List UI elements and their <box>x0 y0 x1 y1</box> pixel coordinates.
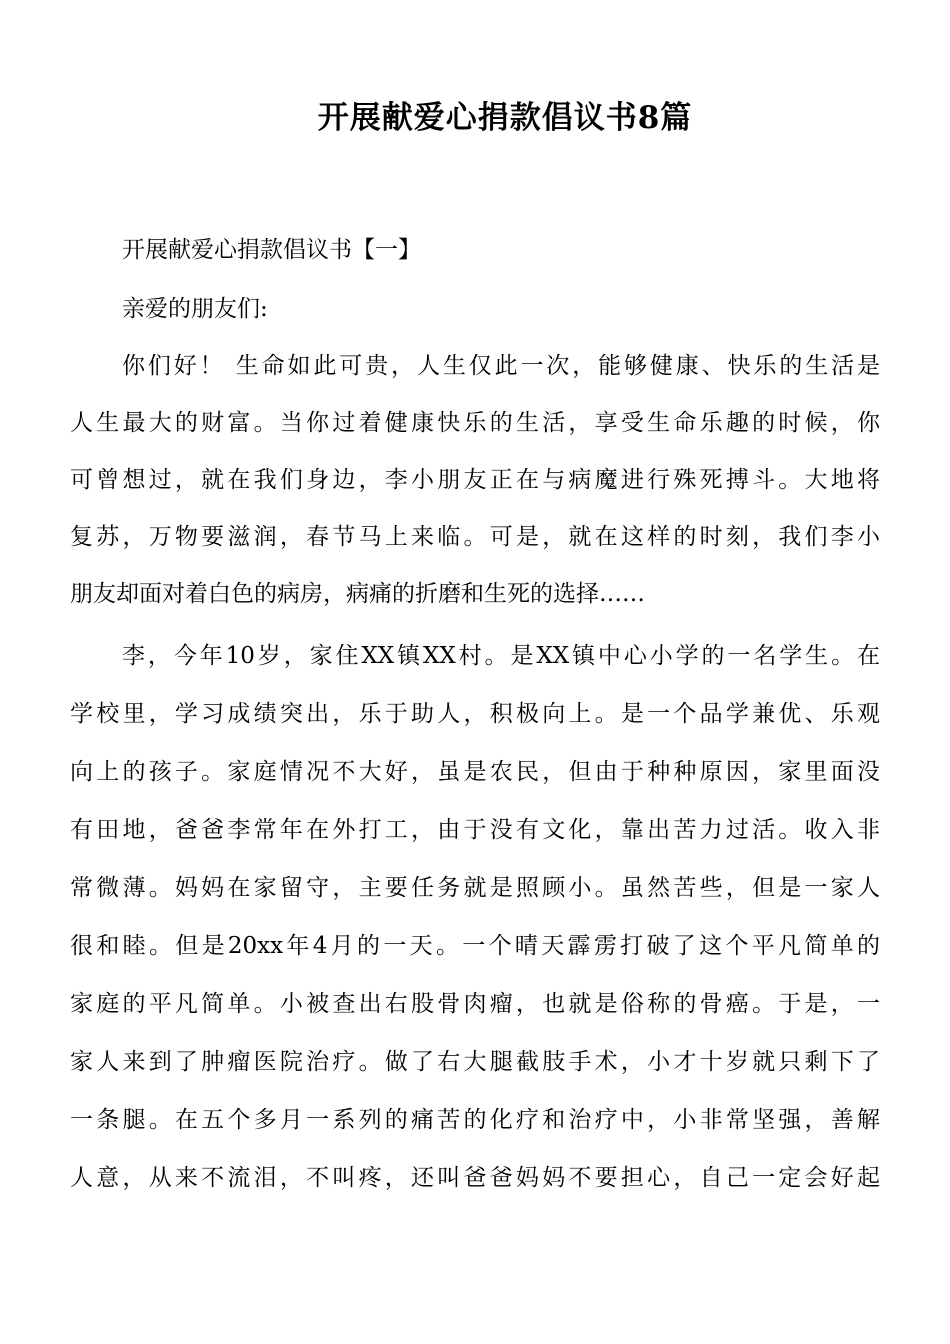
salutation: 亲爱的朋友们: <box>122 296 268 322</box>
paragraph-1-line-5: 朋友却面对着白色的病房，病痛的折磨和生死的选择…… <box>70 581 645 607</box>
paragraph-2-line-2: 学校里，学习成绩突出，乐于助人，积极向上。是一个品学兼优、乐观 <box>70 701 880 727</box>
paragraph-1-line-3: 可曾想过，就在我们身边，李小朋友正在与病魔进行殊死搏斗。大地将 <box>70 467 880 493</box>
paragraph-2-line-9: 一条腿。在五个多月一系列的痛苦的化疗和治疗中，小非常坚强，善解 <box>70 1107 880 1133</box>
paragraph-1-line-2: 人生最大的财富。当你过着健康快乐的生活，享受生命乐趣的时候，你 <box>70 410 880 436</box>
paragraph-2-line-8: 家人来到了肿瘤医院治疗。做了右大腿截肢手术，小才十岁就只剩下了 <box>70 1049 880 1075</box>
paragraph-1-line-4: 复苏，万物要滋润，春节马上来临。可是，就在这样的时刻，我们李小 <box>70 524 880 550</box>
paragraph-2-line-5: 常微薄。妈妈在家留守，主要任务就是照顾小。虽然苦些，但是一家人 <box>70 875 880 901</box>
document-title: 开展献爱心捐款倡议书8篇 <box>317 100 693 136</box>
paragraph-1-line-1: 你们好！ 生命如此可贵，人生仅此一次，能够健康、快乐的生活是 <box>122 353 880 379</box>
paragraph-2-line-7: 家庭的平凡简单。小被查出右股骨肉瘤，也就是俗称的骨癌。于是，一 <box>70 991 880 1017</box>
paragraph-2-line-10: 人意，从来不流泪，不叫疼，还叫爸爸妈妈不要担心，自己一定会好起 <box>70 1165 880 1191</box>
paragraph-2-line-4: 有田地，爸爸李常年在外打工，由于没有文化，靠出苦力过活。收入非 <box>70 817 880 843</box>
paragraph-2-line-1: 李，今年10岁，家住XX镇XX村。是XX镇中心小学的一名学生。在 <box>122 643 880 669</box>
section-heading: 开展献爱心捐款倡议书【一】 <box>122 237 421 263</box>
paragraph-2-line-6: 很和睦。但是20xx年4月的一天。一个晴天霹雳打破了这个平凡简单的 <box>70 933 880 959</box>
paragraph-2-line-3: 向上的孩子。家庭情况不大好，虽是农民，但由于种种原因，家里面没 <box>70 759 880 785</box>
